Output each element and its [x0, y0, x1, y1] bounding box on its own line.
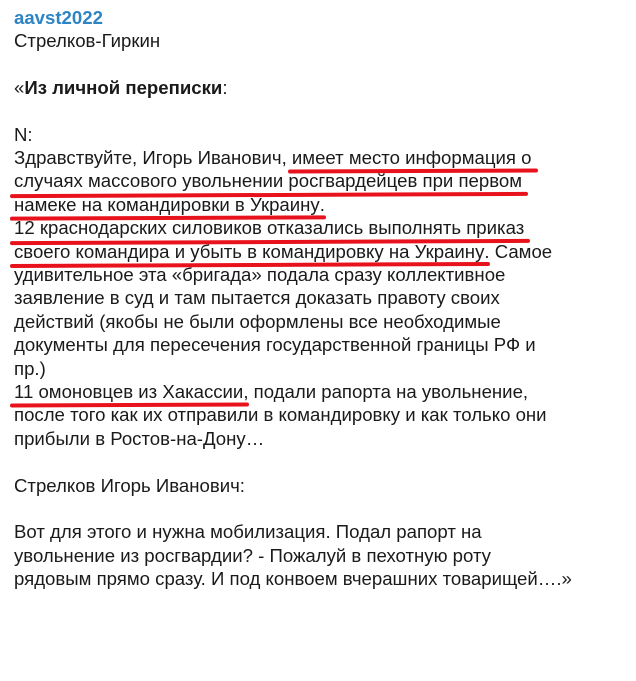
spacer	[14, 99, 626, 122]
letter-line-4	[14, 216, 626, 239]
message-bubble	[14, 6, 626, 591]
highlighted-text	[14, 216, 524, 239]
highlighted-text	[14, 240, 484, 263]
highlight-text: случаях массового увольнении росгвардейцев при первом	[14, 170, 523, 192]
letter-line-9: документы для пересечения государственной границы РФ и	[14, 334, 536, 356]
reply-line-1: Вот для этого и нужна мобилизация. Подал рапорт на	[14, 521, 482, 543]
intro-line	[14, 76, 626, 99]
reply-label: Стрелков Игорь Иванович:	[14, 474, 245, 496]
spacer	[14, 52, 626, 75]
letter-text: , подали рапорта на увольнение,	[243, 381, 529, 403]
highlight-text: своего командира и убыть в командировку на Украину	[14, 240, 485, 262]
letter-line-1	[14, 146, 626, 169]
highlighted-text	[14, 169, 522, 192]
letter-line-13: прибыли в Ростов-на-Дону…	[14, 427, 265, 449]
highlighted-text	[14, 193, 320, 216]
letter-line-10: пр.)	[14, 357, 46, 379]
spacer	[14, 450, 626, 473]
letter-line-11	[14, 380, 626, 403]
reply-line-3: рядовым прямо сразу. И под конвоем вчерашних товарищей….»	[14, 568, 572, 590]
spacer	[14, 497, 626, 520]
intro-colon: :	[222, 76, 228, 98]
highlighted-text	[292, 146, 532, 169]
highlight-text: 11 омоновцев из Хакассии	[14, 381, 244, 403]
letter-line-5	[14, 240, 626, 263]
forwarded-from: Стрелков-Гиркин	[14, 30, 161, 51]
letter-line-6: удивительное эта «бригада» подала сразу коллективное	[14, 264, 506, 286]
letter-line-2	[14, 169, 626, 192]
highlight-text: намеке на командировки в Украину	[14, 193, 320, 215]
highlighted-text	[14, 380, 243, 403]
reply-line-2: увольнение из росгвардии? - Пожалуй в пехотную роту	[14, 544, 491, 566]
letter-text: .	[319, 193, 325, 215]
highlight-text: имеет место информация о	[291, 147, 532, 168]
sender-label: N:	[14, 123, 33, 145]
letter-text: . Самое	[484, 240, 553, 262]
quote-mark: «	[14, 76, 25, 98]
highlight-text: 12 краснодарских силовиков отказались выполнять приказ	[14, 217, 525, 239]
letter-line-3	[14, 193, 626, 216]
letter-text: Здравствуйте, Игорь Иванович,	[14, 147, 292, 168]
intro-bold: Из личной переписки	[24, 76, 223, 98]
letter-line-12: после того как их отправили в командировку и как только они	[14, 404, 547, 426]
letter-line-7: заявление в суд и там пытается доказать правоту своих	[14, 287, 500, 309]
author-name[interactable]: aavst2022	[14, 7, 103, 28]
letter-line-8: действий (якобы не были оформлены все необходимые	[14, 310, 501, 332]
